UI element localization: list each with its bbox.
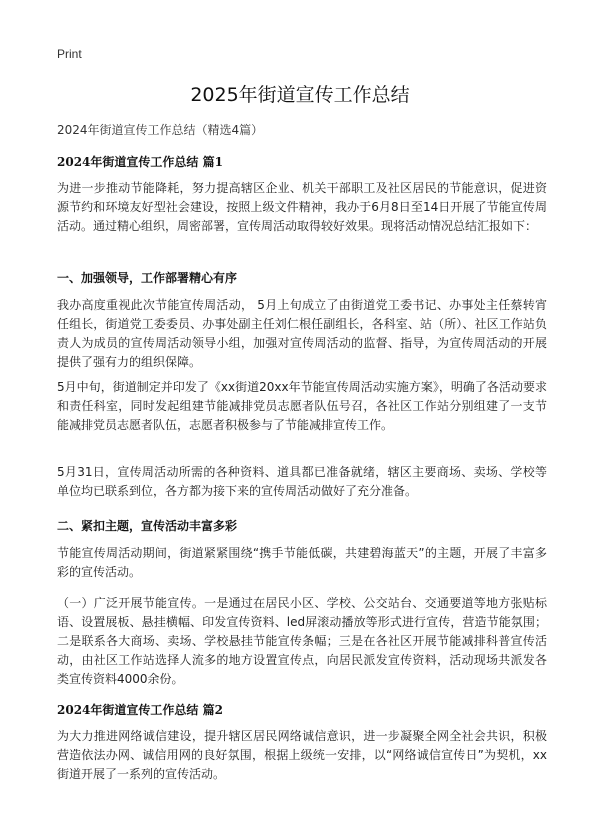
paragraph-publicity: （一）广泛开展节能宣传。一是通过在居民小区、学校、公交站台、交通要道等地方张贴标语、设置展板、悬挂横幅、印发宣传资料、led屏滚动播放等形式进行宣传，营造节能氛围；二是联系各大商场、卖场、学校悬挂节能宣传条幅；三是在各社区开展节能减排科普宣传活动，由社区工作站选择人流多的地方设置宣传点，向居民派发宣传资料，活动现场共派发各类宣传资料4000余份。 [57, 596, 547, 686]
document-title: 2025年街道宣传工作总结 [190, 84, 410, 106]
section-heading-1: 2024年街道宣传工作总结 篇1 [57, 155, 223, 169]
print-label: Print [57, 47, 82, 61]
paragraph-theme: 节能宣传周活动期间，街道紧紧围绕“携手节能低碳，共建碧海蓝天”的主题，开展了丰富多彩的宣传活动。 [57, 546, 547, 579]
paragraph-plan: 5月中旬，街道制定并印发了《xx街道20xx年节能宣传周活动实施方案》，明确了各活动要求和责任科室，同时发起组建节能减排党员志愿者队伍号召，各社区工作站分别组建了一支节能减排党员志愿者队伍，志愿者积极参与了节能减排宣传工作。 [57, 380, 547, 432]
paragraph-intro: 为进一步推动节能降耗，努力提高辖区企业、机关干部职工及社区居民的节能意识，促进资源节约和环境友好型社会建设，按照上级文件精神，我办于6月8日至14日开展了节能宣传周活动。通过精心组织，周密部署，宣传周活动取得较好效果。现将活动情况总结汇报如下： [57, 181, 547, 233]
paragraph-lead-group: 我办高度重视此次节能宣传周活动， 5月上旬成立了由街道党工委书记、办事处主任蔡转宵任组长，街道党工委委员、办事处副主任刘仁根任副组长，各科室、站（所）、社区工作站负责人为成员的宣传周活动领导小组，加强对宣传周活动的监督、指导，为宣传周活动的开展提供了强有力的组织保障。 [57, 298, 547, 369]
document-subtitle: 2024年街道宣传工作总结（精选4篇） [57, 123, 264, 137]
paragraph-network: 为大力推进网络诚信建设，提升辖区居民网络诚信意识，进一步凝聚全网全社会共识，积极营造依法办网、诚信用网的良好氛围，根据上级统一安排，以“网络诚信宣传日”为契机，xx街道开展了一系列的宣传活动。 [57, 729, 547, 781]
section-heading-2: 2024年街道宣传工作总结 篇2 [57, 703, 223, 717]
subheading-theme: 二、紧扣主题，宣传活动丰富多彩 [57, 519, 238, 533]
subheading-lead: 一、加强领导，工作部署精心有序 [57, 271, 238, 285]
paragraph-prepare: 5月31日，宣传周活动所需的各种资料、道具都已准备就绪，辖区主要商场、卖场、学校等单位均已联系到位，各方都为接下来的宣传周活动做好了充分准备。 [57, 465, 547, 498]
